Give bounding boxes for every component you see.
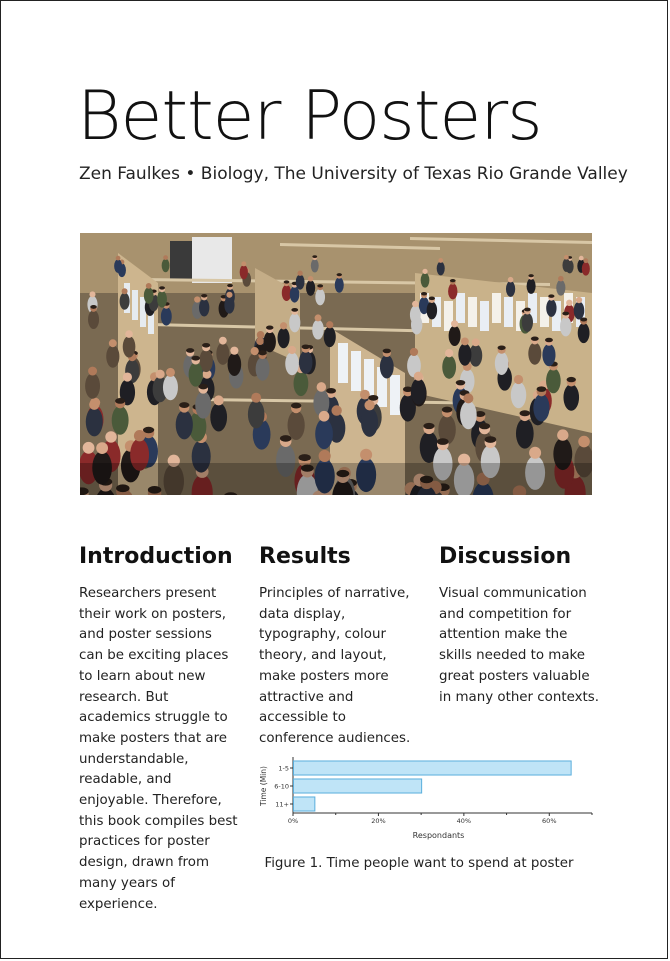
photo-person-body [299,351,313,374]
photo-poster-sheet [132,290,138,320]
photo-person-hair [191,356,200,361]
photo-person-hair [258,351,266,356]
photo-person-hair [186,348,194,353]
photo-person-body [256,357,270,381]
photo-person-body [522,313,533,332]
photo-person-body [112,406,129,435]
photo-person-body [411,378,426,404]
photo-person-body [294,371,309,396]
photo-person-head [578,436,590,448]
photo-person-head [451,320,458,327]
photo-person-body [195,391,211,418]
introduction-body: Researchers present their work on posters, and poster sessions can be exciting places to learn about new research. But academics struggle to make posters that are understandable, readable, and enjoyable. Therefore, this book compiles best practices for poster design, drawn from many years of experience. [79,586,238,912]
photo-person-body [427,301,437,319]
photo-person-head [438,258,443,263]
y-tick-label: 1-5 [278,764,289,773]
photo-person-hair [421,292,427,296]
photo-person-body [495,352,509,375]
photo-person-hair [143,427,154,433]
photo-person-hair [562,312,569,316]
photo-person-body [210,403,227,432]
photo-person-head [422,269,427,274]
photo-person-body [574,302,585,320]
photo-person-head [583,258,588,263]
photo-poster-sheet [456,293,465,323]
photo-person-body [578,323,590,343]
photo-person-hair [326,388,336,394]
photo-person-body [285,352,299,375]
x-tick-label: 20% [371,817,386,825]
photo-shadow [80,463,592,495]
photo-person-body [511,382,526,408]
photo-person-body [442,355,456,379]
photo-person-body [114,259,122,273]
photo-person-hair [302,344,310,349]
photo-person-body [85,373,100,399]
photo-poster-sheet [480,301,489,331]
photo-person-hair [280,435,292,442]
photo-person-head [308,276,314,282]
photo-poster-sheet [444,301,453,331]
photo-poster-sheet [351,351,361,391]
introduction-section [79,542,239,915]
photo-person-hair [201,294,207,298]
photo-person-hair [498,345,506,350]
photo-poster-sheet [140,297,146,327]
photo-person-body [199,299,209,317]
author-line: Zen Faulkes • Biology, The University of Texas Rio Grande Valley [79,164,628,184]
photo-person-hair [520,410,531,416]
bar-chart [253,749,598,849]
photo-person-head [146,283,152,289]
photo-person-head [508,277,514,283]
photo-person-body [123,336,136,358]
photo-person-body [120,293,130,310]
photo-person-body [458,343,471,365]
photo-person-body [542,344,555,366]
photo-person-head [83,442,95,454]
photo-person-body [289,313,300,332]
photo-person-head [576,297,582,303]
photo-person-hair [317,284,323,287]
photo-person-head [125,330,133,338]
photo-poster-sheet [338,343,348,383]
photo-person-body [228,353,242,376]
photo-person-hair [90,305,97,309]
y-axis-label: Time (Min) [259,766,268,806]
photo-person-head [241,261,246,266]
photo-person-head [319,411,330,422]
photo-person-head [414,372,423,381]
photo-person-head [219,337,227,345]
discussion-body: Visual communication and competition for attention make the skills needed to make great posters valuable in many other contexts. [439,586,600,705]
discussion-heading: Discussion [439,544,572,569]
photo-person-head [214,395,224,405]
y-tick-label: 6-10 [274,782,289,791]
photo-person-body [546,299,556,317]
photo-person-head [326,321,333,328]
photo-person-body [560,317,571,337]
photo-person-body [582,262,590,276]
photo-person-head [564,255,569,260]
photo-poster-sheet [492,293,501,323]
photo-person-hair [299,454,311,461]
photo-person-head [558,276,564,282]
photo-person-hair [179,402,189,408]
x-axis-label: Respondants [412,831,465,840]
x-tick-label: 60% [542,817,557,825]
photo-person-head [297,271,302,276]
photo-person-hair [567,377,576,382]
photo-person-head [88,367,97,376]
photo-person-body [157,291,167,308]
photo-person-body [315,289,325,306]
photo-person-hair [312,255,317,258]
photo-person-hair [456,380,465,385]
photo-person-hair [284,280,290,283]
poster-session-photo-art [80,233,592,495]
photo-person-body [516,418,534,448]
photo-poster-sheet [504,297,513,327]
photo-person-hair [537,386,547,392]
photo-person-hair [485,436,497,443]
photo-person-hair [423,423,434,429]
photo-person-hair [429,297,435,301]
y-tick-label: 11+ [275,800,289,809]
photo-person-body [144,287,154,304]
photo-person-head [96,442,108,454]
photo-person-body [546,368,561,393]
photo-person-head [226,292,232,298]
photo-person-hair [115,398,125,404]
photo-poster-sheet [468,297,477,327]
photo-person-head [163,255,168,260]
introduction-heading: Introduction [79,544,233,569]
photo-person-body [288,410,305,439]
photo-person-body [449,326,461,347]
photo-person-hair [528,274,533,277]
x-tick-label: 0% [287,817,299,825]
photo-person-head [230,347,238,355]
photo-person-body [527,278,536,294]
photo-person-body [189,362,203,386]
figure-caption: Figure 1. Time people want to spend at poster [264,856,574,871]
discussion-section [439,542,599,708]
photo-person-head [288,346,296,354]
photo-poster-sheet [390,375,400,415]
photo-person-body [163,375,178,401]
photo-person-body [296,274,305,289]
photo-person-body [563,384,579,411]
photo-person-head [166,368,175,377]
photo-person-head [557,429,568,440]
bar-1-5 [294,761,572,775]
photo-person-head [251,347,259,355]
photo-person-hair [227,284,233,287]
poster-title: Better Posters [77,77,542,156]
photo-person-head [122,288,128,294]
photo-person-head [472,338,480,346]
photo-person-body [528,342,541,364]
photo-person-head [251,393,261,403]
photo-person-hair [368,395,378,401]
photo-person-body [335,277,344,292]
photo-person-hair [266,326,273,330]
photo-person-head [123,372,132,381]
photo-person-head [156,370,165,379]
photo-person-hair [450,279,456,282]
photo-person-hair [202,343,210,348]
photo-person-head [280,322,287,329]
photo-person-head [116,256,121,261]
photo-person-body [410,306,421,324]
photo-person-head [331,405,341,415]
photo-person-hair [437,438,449,445]
photo-person-body [324,327,336,348]
photo-person-body [282,285,291,301]
photo-person-head [317,382,327,392]
photo-person-body [176,410,193,439]
photo-person-body [290,286,300,302]
photo-person-body [361,408,378,437]
photo-person-head [529,447,541,459]
photo-person-head [319,450,331,462]
bar-6-10 [294,779,422,793]
photo-person-body [224,296,234,313]
photo-person-body [106,345,119,368]
photo-person-hair [531,336,539,340]
photo-person-body [162,259,170,273]
photo-person-body [248,400,265,428]
photo-person-head [463,393,473,403]
photo-person-hair [524,308,531,312]
bar-11+ [294,797,315,811]
photo-person-hair [198,384,208,389]
photo-person-body [161,307,172,326]
photo-person-body [278,328,290,349]
photo-banner [192,237,232,283]
photo-person-body [556,280,565,296]
photo-person-head [412,301,418,307]
photo-person-body [437,262,445,276]
photo-person-head [461,337,469,345]
photo-person-head [445,349,453,357]
photo-person-body [533,394,549,422]
photo-person-body [315,419,333,449]
photo-person-body [506,281,515,297]
photo-person-body [311,259,319,273]
photo-person-body [88,310,99,329]
photo-person-hair [291,403,301,409]
photo-person-head [89,291,95,297]
photo-person-hair [291,308,298,312]
photo-person-body [86,407,103,436]
photo-person-body [460,401,477,429]
photo-person-body [240,265,248,279]
photo-person-head [579,256,584,261]
photo-person-hair [545,338,553,342]
results-heading: Results [259,544,351,569]
photo-person-body [264,331,276,352]
photo-person-head [364,400,374,410]
photo-person-body [216,343,229,365]
x-tick-label: 40% [456,817,472,825]
results-body: Principles of narrative, data display, typography, colour theory, and layout, make posters more attractive and accessible to conference audiences. [259,586,411,746]
photo-person-head [315,314,322,321]
results-section [259,542,419,750]
photo-person-hair [337,273,342,276]
photo-person-head [566,300,572,306]
photo-person-body [380,355,394,379]
photo-person-body [562,258,570,271]
photo-person-head [105,431,116,442]
photo-person-head [360,449,372,461]
poster-session-photo [80,233,592,495]
photo-person-head [134,430,145,441]
photo-person-hair [479,423,490,429]
photo-person-head [514,375,523,384]
photo-person-head [256,337,264,345]
photo-person-body [312,320,324,340]
photo-person-body [421,273,430,288]
photo-person-head [194,296,200,302]
photo-person-hair [159,286,165,289]
photo-person-hair [442,407,452,413]
photo-person-body [306,280,315,296]
photo-person-head [109,339,117,347]
photo-person-hair [383,349,391,354]
photo-person-head [410,348,418,356]
photo-person-body [448,283,457,299]
photo-person-head [89,400,99,410]
photo-person-hair [548,294,554,298]
